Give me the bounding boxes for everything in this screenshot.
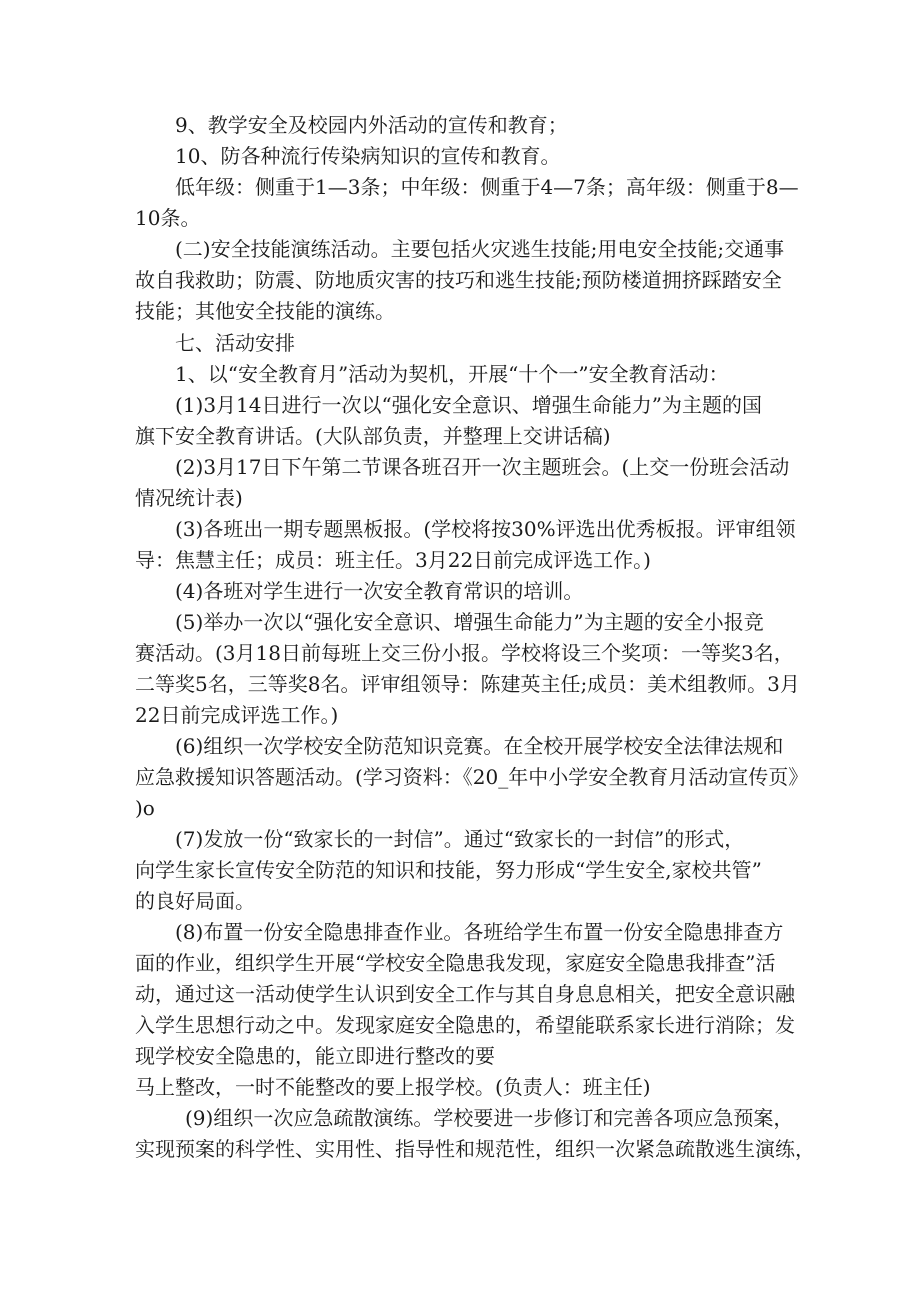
text-line: 9、教学安全及校园内外活动的宣传和教育；	[175, 113, 568, 137]
text-line: 赛活动。(3月18日前每班上交三份小报。学校将设三个奖项：一等奖3名，	[135, 641, 794, 665]
text-line: (1)3月14日进行一次以“强化安全意识、增强生命能力”为主题的国	[175, 393, 762, 417]
text-line: 应急救援知识答题活动。(学习资料：《20_年中小学安全教育月活动宣传页》	[135, 765, 809, 789]
text-line: 技能；其他安全技能的演练。	[135, 299, 395, 323]
section-heading: 七、活动安排	[175, 331, 295, 355]
text-line: 1、以“安全教育月”活动为契机，开展“十个一”安全教育活动：	[175, 362, 729, 386]
text-line: 入学生思想行动之中。发现家庭安全隐患的，希望能联系家长进行消除；发	[135, 1013, 795, 1037]
text-line: 动，通过这一活动使学生认识到安全工作与其自身息息相关，把安全意识融	[135, 982, 795, 1006]
text-line: 情况统计表)	[135, 486, 243, 510]
text-line: 向学生家长宣传安全防范的知识和技能，努力形成“学生安全,家校共管”	[135, 858, 762, 882]
text-line: (5)举办一次以“强化安全意识、增强生命能力”为主题的安全小报竞	[175, 610, 764, 634]
text-line: 实现预案的科学性、实用性、指导性和规范性，组织一次紧急疏散逃生演练，	[135, 1137, 815, 1161]
text-line: 22日前完成评选工作。)	[135, 703, 339, 727]
text-line: (2)3月17日下午第二节课各班召开一次主题班会。(上交一份班会活动	[175, 455, 790, 479]
text-line: (4)各班对学生进行一次安全教育常识的培训。	[175, 579, 584, 603]
text-line: (7)发放一份“致家长的一封信”。通过“致家长的一封信”的形式，	[175, 827, 745, 851]
text-line: (3)各班出一期专题黑板报。(学校将按30%评选出优秀板报。评审组领	[175, 517, 796, 541]
text-line: 旗下安全教育讲话。(大队部负责，并整理上交讲话稿)	[135, 424, 611, 448]
text-line: 二等奖5名，三等奖8名。评审组领导：陈建英主任;成员：美术组教师。3月	[135, 672, 800, 696]
text-line: 马上整改，一时不能整改的要上报学校。(负责人：班主任)	[135, 1075, 651, 1099]
text-line: 故自我救助；防震、防地质灾害的技巧和逃生技能;预防楼道拥挤踩踏安全	[135, 268, 782, 292]
text-line: (二)安全技能演练活动。主要包括火灾逃生技能;用电安全技能;交通事	[175, 237, 785, 261]
text-line: 10条。	[135, 206, 201, 230]
text-line: 面的作业，组织学生开展“学校安全隐患我发现，家庭安全隐患我排查”活	[135, 951, 776, 975]
text-line: 低年级：侧重于1—3条；中年级：侧重于4—7条；高年级：侧重于8—	[175, 175, 799, 199]
text-line: )o	[135, 796, 155, 820]
text-line: 导：焦慧主任；成员：班主任。3月22日前完成评选工作。)	[135, 548, 651, 572]
text-line: (9)组织一次应急疏散演练。学校要进一步修订和完善各项应急预案，	[185, 1106, 794, 1130]
text-line: 10、防各种流行传染病知识的宣传和教育。	[175, 144, 561, 168]
text-line: 的良好局面。	[135, 889, 255, 913]
text-line: (6)组织一次学校安全防范知识竞赛。在全校开展学校安全法律法规和	[175, 734, 784, 758]
text-line: (8)布置一份安全隐患排查作业。各班给学生布置一份安全隐患排查方	[175, 920, 784, 944]
text-line: 现学校安全隐患的，能立即进行整改的要	[135, 1044, 495, 1068]
